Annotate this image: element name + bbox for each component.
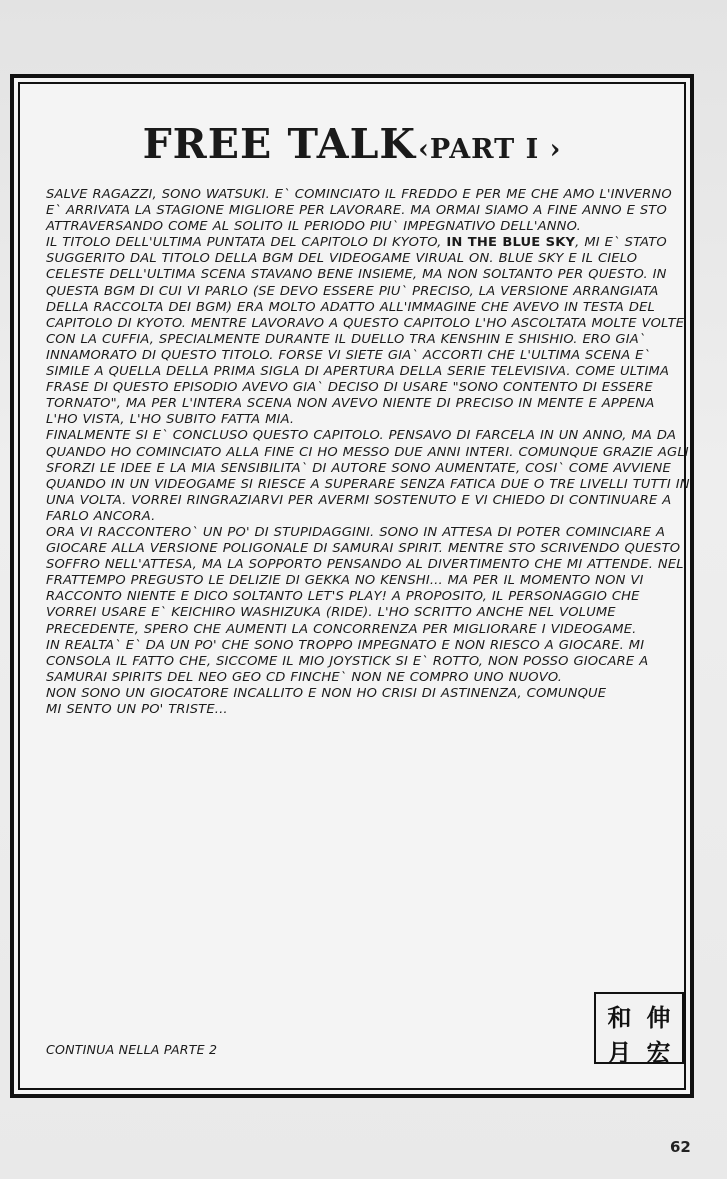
paragraph: IN REALTA` E` DA UN PO' CHE SONO TROPPO IMPEGNATO E NON RIESCO A GIOCARE. MI CONSOLA IL FATTO CHE, SICCOME IL MIO JOYSTICK SI E` ROTTO, NON POSSO GIOCARE A SAMURAI SPIRITS DEL NEO GEO CD FINCHE` NON NE COMPRO UNO NUOVO. (46, 636, 649, 684)
seal-char: 和 (607, 1003, 632, 1032)
bgm-title: IN THE BLUE SKY (446, 234, 576, 250)
paragraph: IL TITOLO DELL'ULTIMA PUNTATA DEL CAPITOLO DI KYOTO, IN THE BLUE SKY, MI E` STATO SUGGERITO DAL TITOLO DELLA BGM DEL VIDEOGAME VIRUAL ON. BLUE SKY E IL CIELO CELESTE DELL'ULTIMA SCENA STAVANO BENE INSIEME, MA NON SOLTANTO PER QUESTO. IN QUESTA BGM DI CUI VI PARLO (SE DEVO ESSERE PIU` PRECISO, LA VERSIONE ARRANGIATA DELLA RACCOLTA DEI BGM) ERA MOLTO ADATTO ALL'IMMAGINE CHE AVEVO IN TESTA DEL CAPITOLO DI KYOTO. MENTRE LAVORAVO A QUESTO CAPITOLO L'HO ASCOLTATA MOLTE VOLTE CON LA CUFFIA, SPECIALMENTE DURANTE IL DUELLO TRA KENSHIN E SHISHIO. ERO GIA` INNAMORATO DI QUESTO TITOLO. FORSE VI SIETE GIA` ACCORTI CHE L'ULTIMA SCENA E` SIMILE A QUELLA DELLA PRIMA SIGLA DI APERTURA DELLA SERIE TELEVISIVA. COME ULTIMA FRASE DI QUESTO EPISODIO AVEVO GIA` DECISO DI USARE "SONO CONTENTO DI ESSERE TORNATO", MA PER L'INTERA SCENA NON AVEVO NIENTE DI PRECISO IN MENTE E APPENA L'HO VISTA, L'HO SUBITO FATTA MIA. (46, 234, 685, 427)
paragraph: NON SONO UN GIOCATORE INCALLITO E NON HO CRISI DI ASTINENZA, COMUNQUE MI SENTO UN PO' TRISTE... (46, 684, 607, 716)
paragraph: ORA VI RACCONTERO` UN PO' DI STUPIDAGGINI. SONO IN ATTESA DI POTER COMINCIARE A GIOCARE ALLA VERSIONE POLIGONALE DI SAMURAI SPIRIT. MENTRE STO SCRIVENDO QUESTO SOFFRO NELL'ATTESA, MA LA SOPPORTO PENSANDO AL DIVERTIMENTO CHE MI ATTENDE. NEL FRATTEMPO PREGUSTO LE DELIZIE DI GEKKA NO KENSHI... MA PER IL MOMENTO NON VI RACCONTO NIENTE E DICO SOLTANTO LET'S PLAY! A PROPOSITO, IL PERSONAGGIO CHE VORREI USARE E` KEICHIRO WASHIZUKA (RIDE). L'HO SCRITTO ANCHE NEL VOLUME PRECEDENTE, SPERO CHE AUMENTI LA CONCORRENZA PER MIGLIORARE I VIDEOGAME. (46, 523, 684, 636)
continua-note: CONTINUA NELLA PARTE 2 (46, 1042, 218, 1057)
seal-char: 月 (607, 1038, 632, 1067)
page-number: 62 (670, 1138, 691, 1156)
title-part: ‹PART I › (418, 134, 562, 165)
paragraph: SALVE RAGAZZI, SONO WATSUKI. E` COMINCIATO IL FREDDO E PER ME CHE AMO L'INVERNO E` ARRIVATA LA STAGIONE MIGLIORE PER LAVORARE. MA ORMAI SIAMO A FINE ANNO E STO ATTRAVERSANDO COME AL SOLITO IL PERIODO PIU` IMPEGNATIVO DELL'ANNO. (46, 186, 672, 234)
paragraph: FINALMENTE SI E` CONCLUSO QUESTO CAPITOLO. PENSAVO DI FARCELA IN UN ANNO, MA DA QUANDO HO COMINCIATO ALLA FINE CI HO MESSO DUE ANNI INTERI. COMUNQUE GRAZIE AGLI SFORZI LE IDEE E LA MIA SENSIBILITA` DI AUTORE SONO AUMENTATE, COSI` COME AVVIENE QUANDO IN UN VIDEOGAME SI RIESCE A SUPERARE SENZA FATICA DUE O TRE LIVELLI TUTTI IN UNA VOLTA. VORREI RINGRAZIARVI PER AVERMI SOSTENUTO E VI CHIEDO DI CONTINUARE A FARLO ANCORA. (46, 427, 690, 523)
seal-char: 伸 (646, 1003, 671, 1032)
author-seal (594, 992, 684, 1067)
free-talk-body (46, 186, 691, 717)
seal-char: 宏 (646, 1038, 671, 1067)
title-main: FREE TALK (142, 120, 417, 168)
page-title (0, 120, 704, 168)
